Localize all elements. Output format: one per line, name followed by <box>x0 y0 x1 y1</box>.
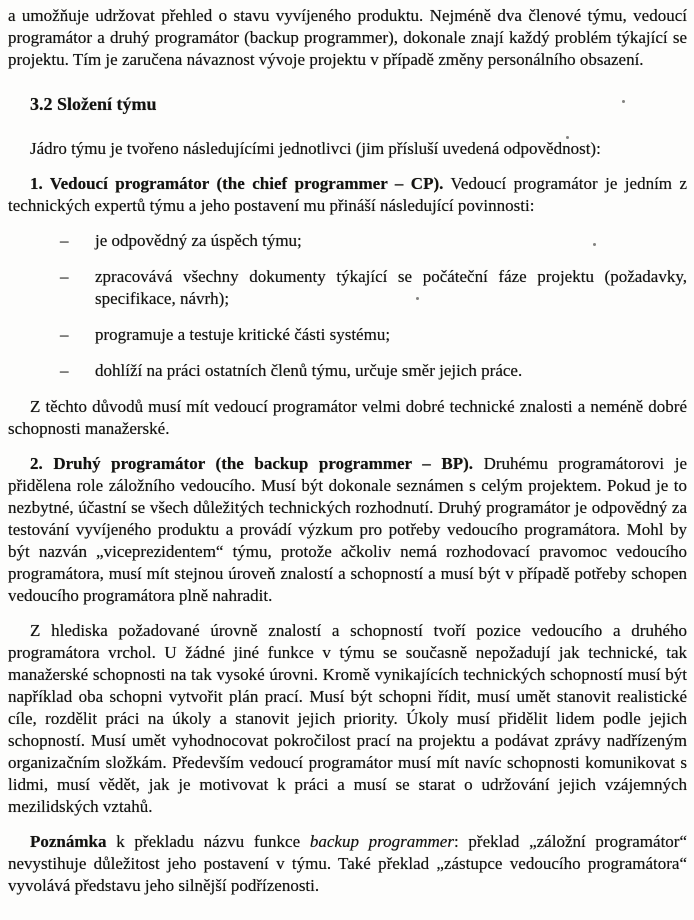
list-item <box>8 360 687 382</box>
backup-programmer-paragraph <box>8 453 687 607</box>
backup-programmer-text: Druhému programátorovi je přidělena role záložního vedoucího. Musí být dokonale seznámen s celým projektem. Pokud je to nezbytné, účastní se všech důležitých technických rozhodnutí. Druhý programátor je odpovědný za testování vyvíjeného produktu a provádí výzkum pro potřeby vedoucího programátora. Mohl by být nazván „viceprezidentem“ týmu, protože ačkoliv nemá rozhodovací pravomoc vedoucího programátora, musí mít stejnou úroveň znalostí a schopností a musí být v případě potřeby schopen vedoucího programátora plně nahradit. <box>8 454 687 605</box>
chief-programmer-text: Vedoucí programátor je jedním z technických expertů týmu a jeho postavení mu přináší následující povinnosti: <box>8 174 688 215</box>
scan-speck <box>622 100 625 103</box>
scan-speck <box>593 243 596 246</box>
dash-bullet: – <box>60 267 69 286</box>
dash-bullet: – <box>60 325 69 344</box>
intro-paragraph: a umožňuje udržovat přehled o stavu vyvíjeného produktu. Nejméně dva členové týmu, vedoucí programátor a druhý programátor (backup programmer), dokonale znají každý problém týkající se projektu. Tím je zaručena návaznost vývoje projektu v případě změny personálního obsazení. <box>8 6 687 69</box>
duty-text: dohlíží na práci ostatních členů týmu, určuje směr jejich práce. <box>95 361 523 380</box>
list-item <box>8 324 687 346</box>
note-lead: Poznámka <box>30 832 107 851</box>
backup-programmer-lead: 2. Druhý programátor (the backup programmer – BP). <box>30 454 474 473</box>
list-item <box>8 266 687 310</box>
chief-programmer-lead: 1. Vedoucí programátor (the chief programmer – CP). <box>30 174 444 193</box>
scan-speck <box>416 297 419 300</box>
list-item <box>8 230 687 252</box>
section-heading: 3.2 Složení týmu <box>30 94 157 114</box>
translation-note-paragraph <box>8 831 687 897</box>
note-post-text: : překlad „záložní programátor“ nevystihuje důležitost jeho postavení v týmu. Také překlad „zástupce vedoucího programátora“ vyvolává představu jeho silnější podřízenosti. <box>8 832 687 895</box>
duty-text: je odpovědný za úspěch týmu; <box>95 231 302 250</box>
core-team-paragraph: Jádro týmu je tvořeno následujícími jednotlivci (jim přísluší uvedená odpovědnost): <box>30 139 601 158</box>
dash-bullet: – <box>60 361 69 380</box>
duty-text: zpracovává všechny dokumenty týkající se počáteční fáze projektu (požadavky, specifikace, návrh); <box>95 267 687 308</box>
scan-speck <box>566 136 569 139</box>
skills-paragraph: Z hlediska požadované úrovně znalostí a schopností tvoří pozice vedoucího a druhého programátora vrchol. U žádné jiné funkce v týmu se současně nepožadují jak technické, tak manažerské schopnosti na tak vysoké úrovni. Kromě vynikajících technických schopností musí být například oba schopni vytvořit plán prací. Musí být schopni řídit, musí umět stanovit realistické cíle, rozdělit práci na úkoly a stanovit jejich priority. Úkoly musí přidělit lidem podle jejich schopností. Musí umět vyhodnocovat pokročilost prací na projektu a podávat zprávy nadřízeným organizačním složkám. Především vedoucí programátor musí mít navíc schopnosti komunikovat s lidmi, musí vědět, jak je motivovat k práci a musí se starat o udržování jejich vzájemných mezilidských vztahů. <box>8 621 687 816</box>
dash-bullet: – <box>60 231 69 250</box>
chief-summary-paragraph: Z těchto důvodů musí mít vedoucí programátor velmi dobré technické znalosti a neméně dobré schopnosti manažerské. <box>8 397 687 438</box>
note-italic-term: backup programmer <box>309 832 454 851</box>
note-pre-text: k překladu názvu funkce <box>106 832 310 851</box>
chief-programmer-paragraph <box>8 173 687 217</box>
duty-text: programuje a testuje kritické části systému; <box>95 325 391 344</box>
duties-list <box>8 230 687 382</box>
